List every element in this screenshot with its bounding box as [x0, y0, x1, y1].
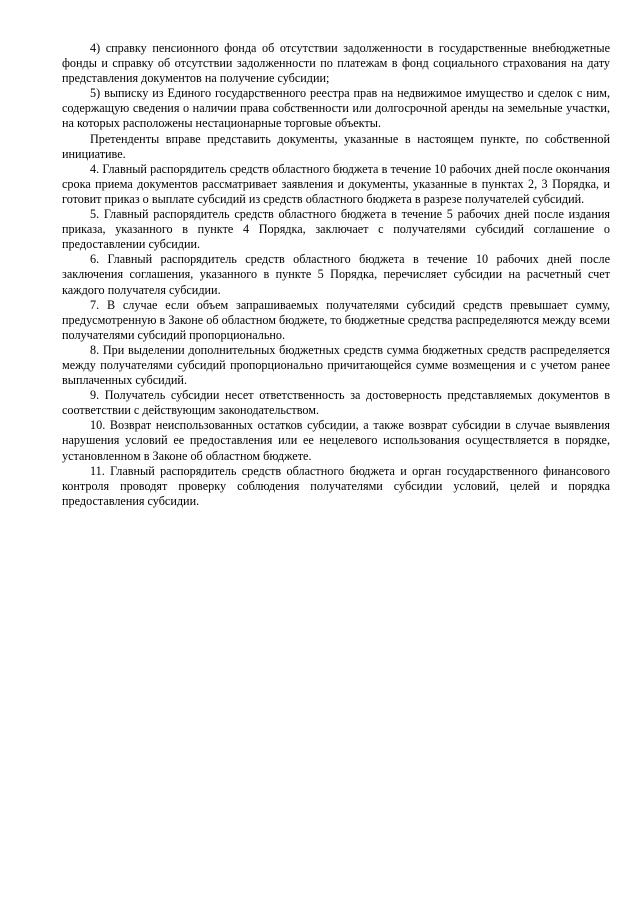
paragraph-clause-11: 11. Главный распорядитель средств областного бюджета и орган государственного финансового контроля проводят проверку соблюдения получателями субсидии условий, целей и порядка предоставления субсидии.	[62, 463, 610, 508]
paragraph-clause-10: 10. Возврат неиспользованных остатков субсидии, а также возврат субсидии в случае выявления нарушения условий ее предоставления или ее нецелевого использования осуществляется в порядке, установленном в Законе об областном бюджете.	[62, 418, 610, 463]
paragraph-clause-9: 9. Получатель субсидии несет ответственность за достоверность представляемых документов в соответствии с действующим законодательством.	[62, 388, 610, 418]
paragraph-item-4-pension-fund-certificate: 4) справку пенсионного фонда об отсутствии задолженности в государственные внебюджетные фонды и справку об отсутствии задолженности по платежам в фонд социального страхования на дату представления документов на получение субсидии;	[62, 41, 610, 86]
paragraph-clause-5: 5. Главный распорядитель средств областного бюджета в течение 5 рабочих дней после издания приказа, указанного в пункте 4 Порядка, заключает с получателями субсидий соглашение о предоставлении субсидии.	[62, 207, 610, 252]
paragraph-clause-8: 8. При выделении дополнительных бюджетных средств сумма бюджетных средств распределяется между получателями субсидий пропорционально причитающейся сумме возмещения и с учетом ранее выплаченных субсидий.	[62, 342, 610, 388]
paragraph-clause-4: 4. Главный распорядитель средств областного бюджета в течение 10 рабочих дней после окончания срока приема документов рассматривает заявления и документы, указанные в пунктах 2, 3 Порядка, и готовит приказ о выплате субсидий из средств областного бюджета в разрезе получателей субсидий.	[62, 161, 610, 206]
paragraph-item-5-registry-extract: 5) выписку из Единого государственного реестра прав на недвижимое имущество и сделок с ним, содержащую сведения о наличии права собственности или долгосрочной аренды на земельные участки, на которых расположены нестационарные торговые объекты.	[62, 86, 610, 131]
paragraph-applicants-initiative: Претенденты вправе представить документы, указанные в настоящем пункте, по собственной инициативе.	[62, 131, 610, 161]
paragraph-clause-6: 6. Главный распорядитель средств областного бюджета в течение 10 рабочих дней после заключения соглашения, указанного в пункте 5 Порядка, перечисляет субсидии на расчетный счет каждого получателя субсидии.	[62, 252, 610, 297]
document-page	[62, 41, 610, 509]
paragraph-clause-7: 7. В случае если объем запрашиваемых получателями субсидий средств превышает сумму, предусмотренную в Законе об областном бюджете, то бюджетные средства распределяются между всеми получателями субсидий пропорционально.	[62, 297, 610, 342]
